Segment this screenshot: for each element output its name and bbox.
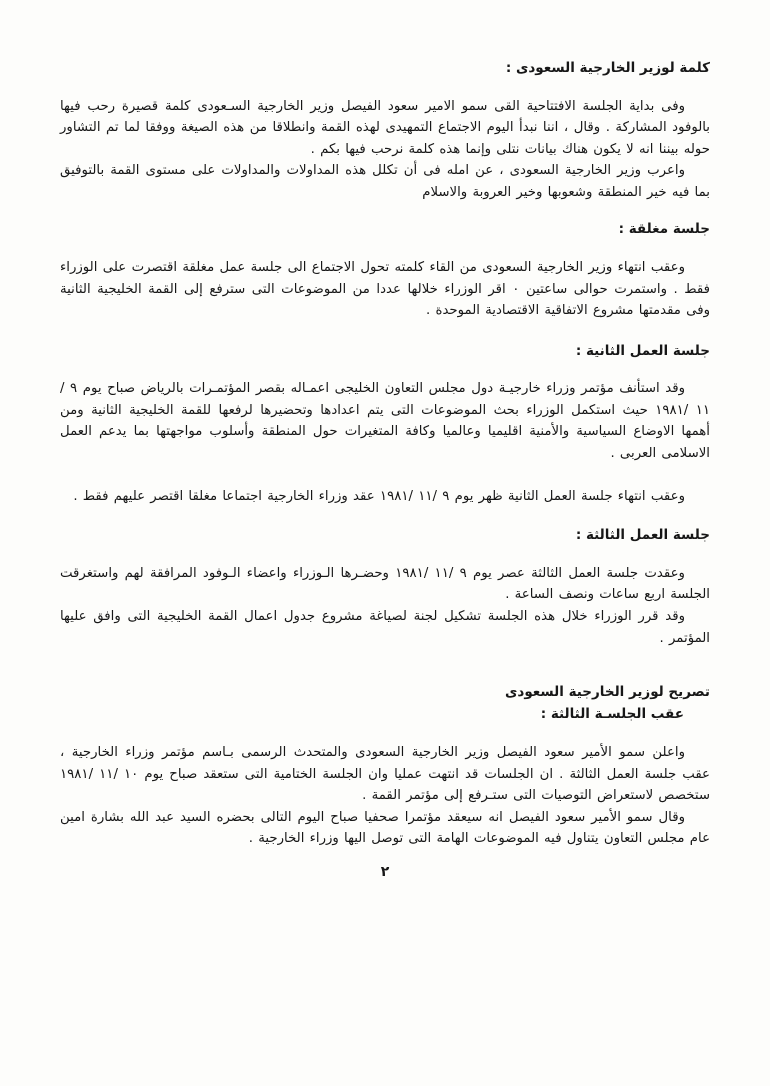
paragraph: وعقب انتهاء جلسة العمل الثانية ظهر يوم ٩ /١١ /١٩٨١ عقد وزراء الخارجية اجتماعا مغلقا اقتصر عليهم فقط .	[73, 488, 685, 504]
section-second-working-session	[60, 341, 710, 507]
section-heading: جلسة العمل الثالثة :	[575, 527, 710, 544]
section-subheading: عقب الجلسـة الثالثة :	[540, 705, 684, 722]
paragraph: وعقدت جلسة العمل الثالثة عصر يوم ٩ /١١ /١٩٨١ وحضـرها الـوزراء واعضاء الـوفود المرافقة لهم واستغرقت الجلسة اربع ساعات ونصف الساعة .	[60, 565, 710, 603]
paragraph: وقد استأنف مؤتمر وزراء خارجيـة دول مجلس التعاون الخليجى اعمـاله بقصر المؤتمـرات بالرياض صباح يوم ٩ /١١ /١٩٨١ حيث استكمل الوزراء بحث الموضوعات التى يتم اعدادها وتحضيرها لرفعها للقمة الخليجية الثانية ومن أهمها الاوضاع السياسية والأمنية اقليميا وعالميا وكافة المتغيرات حول المنطقة وأسلوب مواجهتها بما يدعم العمل الاسلامى العربى .	[60, 381, 710, 462]
section-heading: جلسة العمل الثانية :	[575, 342, 710, 359]
paragraph: واعرب وزير الخارجية السعودى ، عن امله فى أن تكلل هذه المداولات والمداولات على مستوى القمة بالتوفيق بما فيه خير المنطقة وشعوبها وخير العروبة والاسلام	[60, 163, 710, 200]
section-heading: جلسة مغلقة :	[618, 221, 710, 238]
section-heading: كلمة لوزير الخارجية السعودى :	[505, 60, 710, 76]
section-minister-statement	[60, 682, 710, 850]
page-number: ٢	[380, 864, 390, 881]
paragraph: وقال سمو الأمير سعود الفيصل انه سيعقد مؤتمرا صحفيا صباح اليوم التالى بحضره السيد عبد الله بشارة امين عام مجلس التعاون يتناول فيه الموضوعات الهامة التى توصل اليها وزراء الخارجية .	[60, 809, 710, 847]
section-closed-session	[60, 219, 710, 321]
section-heading: تصريح لوزير الخارجية السعودى	[505, 684, 710, 701]
section-foreign-minister-speech	[60, 58, 710, 203]
paragraph: واعلن سمو الأمير سعود الفيصل وزير الخارجية السعودى والمتحدث الرسمى بـاسم مؤتمر وزراء الخارجية ، عقب جلسة العمل الثالثة . ان الجلسات قد انتهت عمليا وان الجلسة الختامية التى ستعقد صباح يوم ١٠ /١١ /١٩٨١ ستخصص لاستعراض التوصيات التى ستـرفع إلى مؤتمر القمة .	[60, 745, 710, 804]
section-third-working-session	[60, 525, 710, 649]
paragraph: وعقب انتهاء وزير الخارجية السعودى من القاء كلمته تحول الاجتماع الى جلسة عمل مغلقة اقتصرت على الوزراء فقط . واستمرت حوالى ساعتين ٠ اقر الوزراء خلالها عددا من الموضوعات التى سترفع إلى القمة الخليجية الثانية وفى مقدمتها مشروع الاتفاقية الاقتصادية الموحدة .	[60, 259, 710, 319]
paragraph: وفى بداية الجلسة الافتتاحية القى سمو الامير سعود الفيصل وزير الخارجية السـعودى كلمة قصيرة رحب فيها بالوفود المشاركة . وقال ، اننا نبدأ اليوم الاجتماع التمهيدى لهذه القمة وانطلاقا من هذه الصيغة ووفقا لما تم التشاور حوله بيننا انه لا يكون هناك بيانات نتلى وإنما هذه كلمة نرحب فيها بكم .	[60, 98, 710, 157]
paragraph: وقد قرر الوزراء خلال هذه الجلسة تشكيل لجنة لصياغة مشروع جدول اعمال القمة الخليجية التى وافق عليها المؤتمر .	[60, 608, 710, 646]
